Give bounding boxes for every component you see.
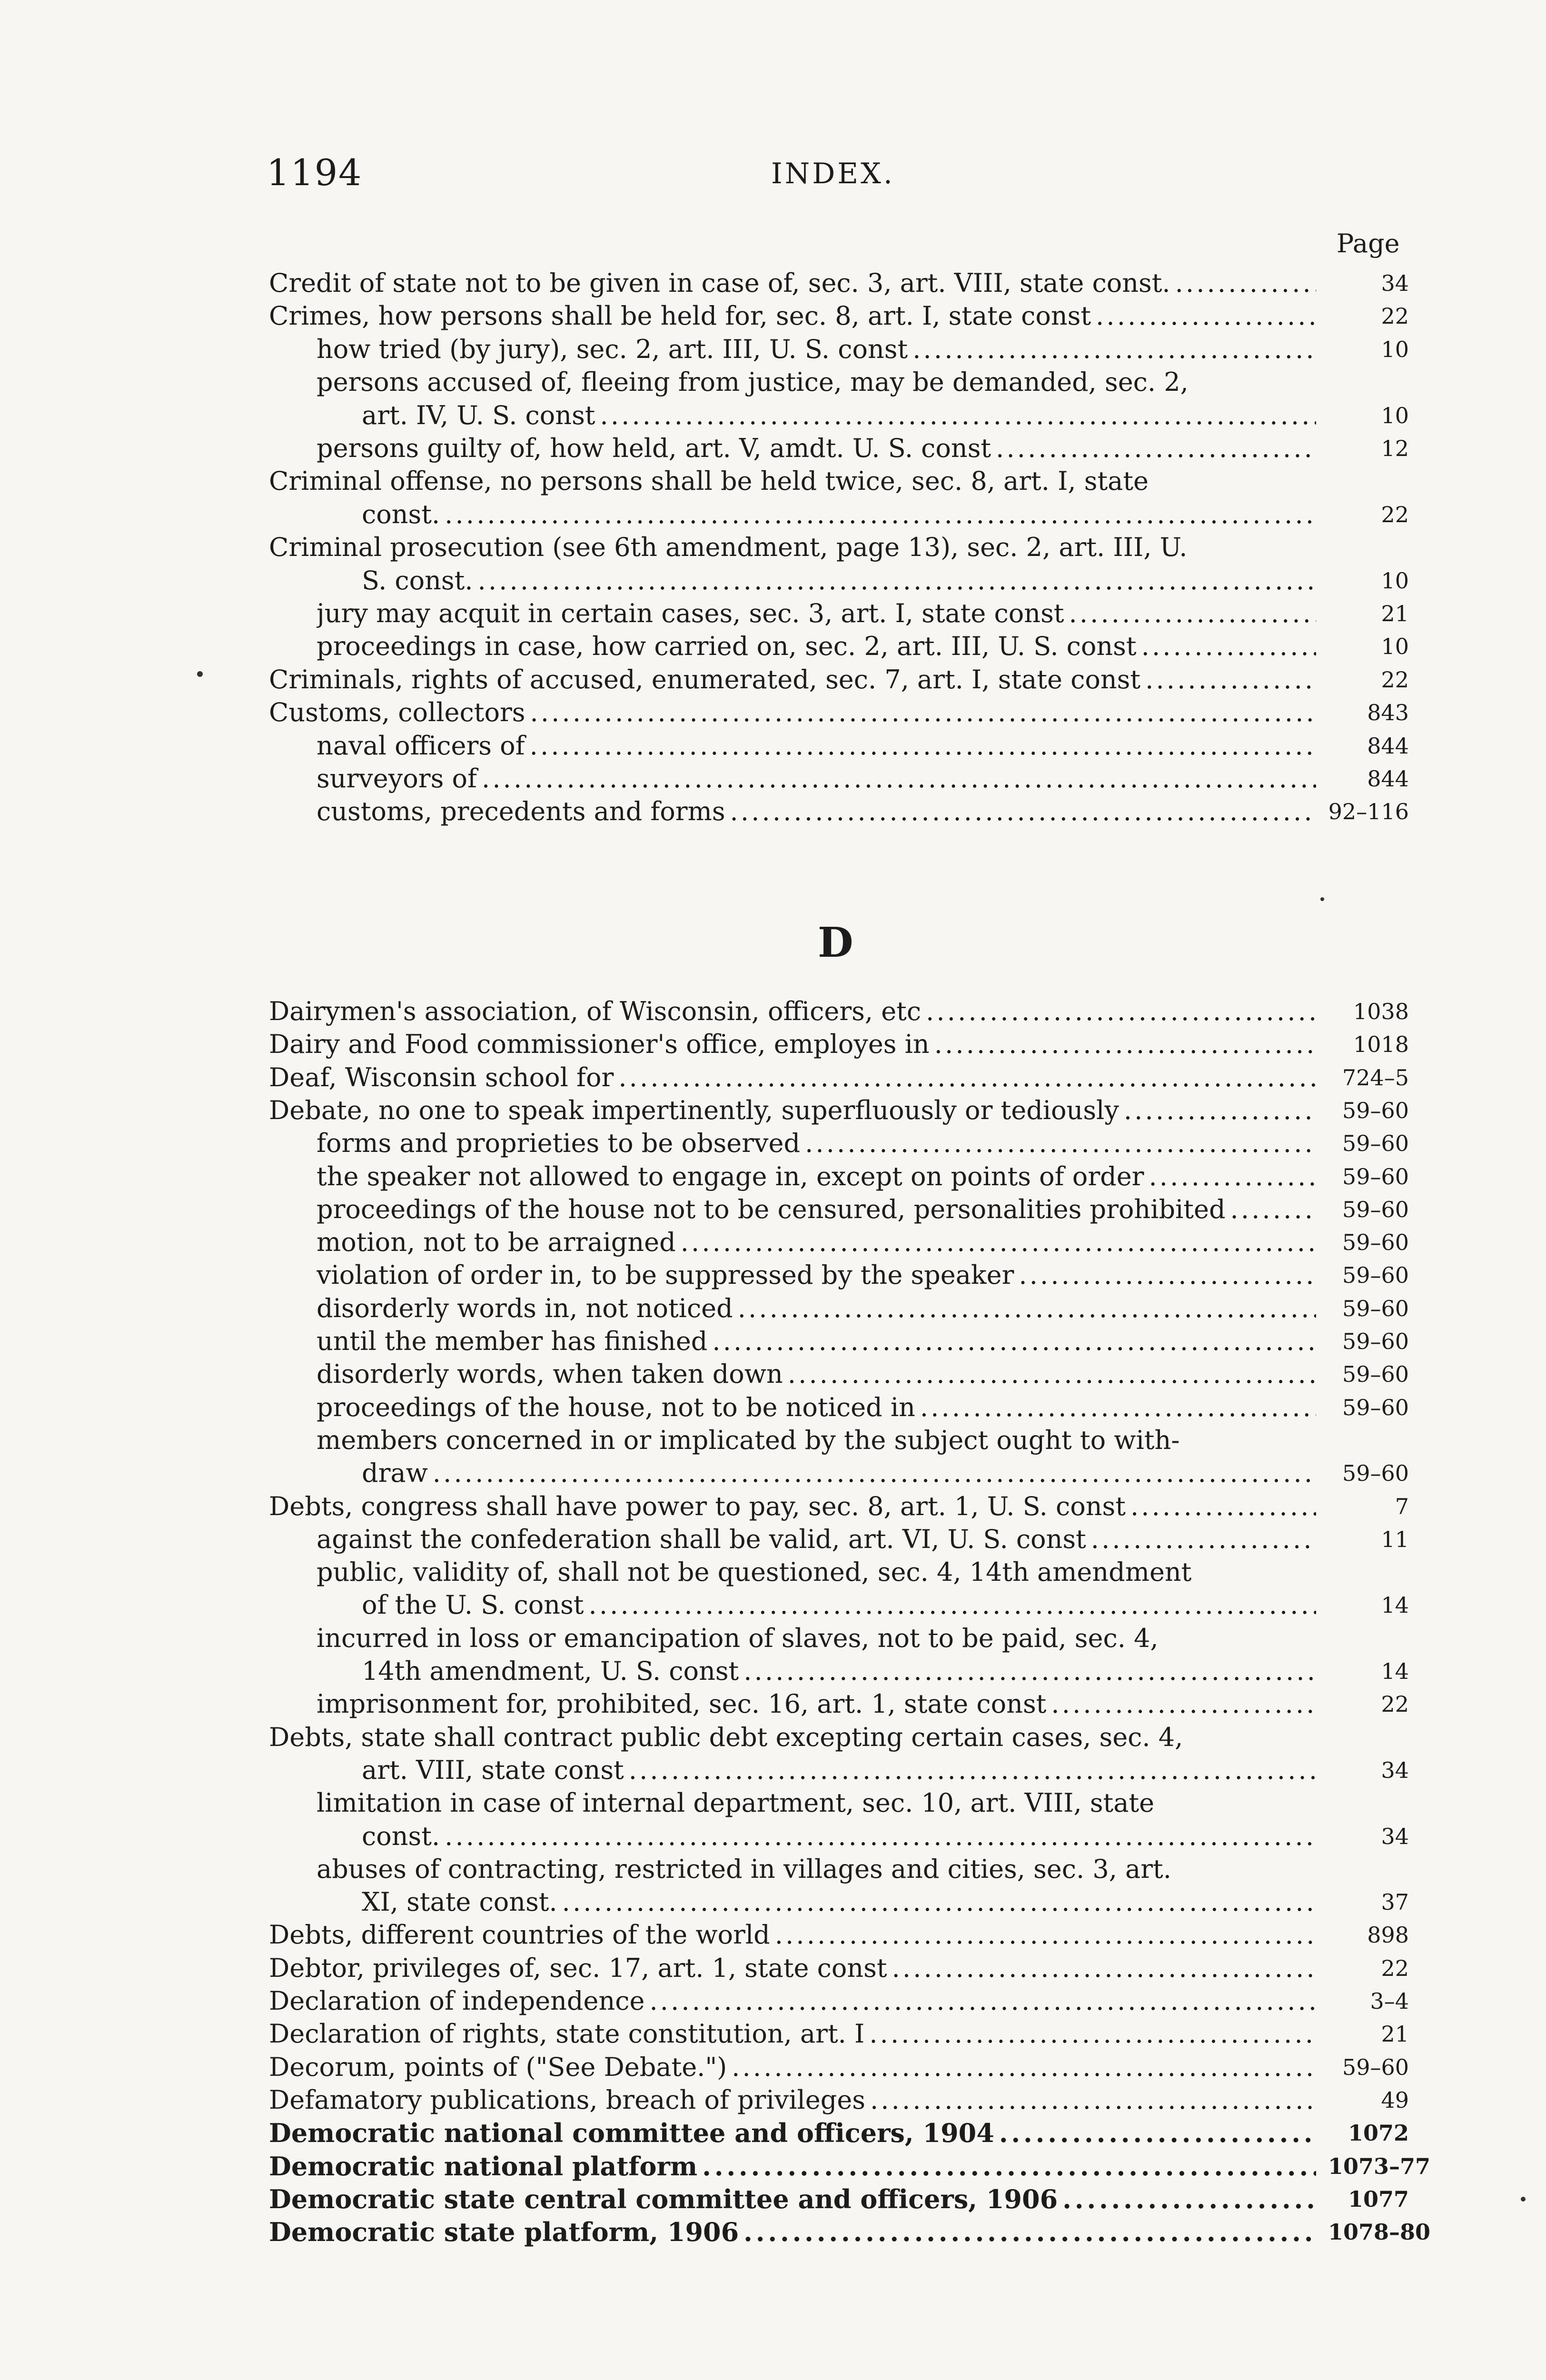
index-entry-text — [362, 498, 1316, 531]
entry-label: Democratic state platform, 1906 — [269, 2217, 739, 2248]
dot-leader — [1091, 1523, 1316, 1556]
index-entry-text — [269, 1721, 1316, 1754]
index-entry-text — [269, 1061, 1316, 1094]
entry-label: Declaration of independence — [269, 1986, 645, 2016]
entry-label: Dairy and Food commissioner's office, employes in — [269, 1029, 930, 1060]
entry-page-number: 10 — [1381, 634, 1409, 660]
entry-page-number: 92–116 — [1328, 799, 1409, 825]
index-entry-text — [317, 1160, 1316, 1193]
dot-leader — [433, 1457, 1316, 1490]
entry-label: of the U. S. const — [362, 1590, 584, 1620]
entry-page-number: 14 — [1381, 1658, 1409, 1684]
index-entry-text — [317, 366, 1316, 399]
entry-label: members concerned in or implicated by the subject ought to with- — [317, 1425, 1180, 1455]
entry-label: motion, not to be arraigned — [317, 1227, 676, 1258]
index-entry-text — [269, 2051, 1316, 2084]
entry-page-number: 724–5 — [1342, 1064, 1409, 1091]
entry-page-number: 11 — [1381, 1526, 1409, 1552]
entry-page-number: 843 — [1367, 700, 1409, 726]
entry-page-number: 12 — [1381, 436, 1409, 461]
entry-label: how tried (by jury), sec. 2, art. III, U. S. const — [317, 334, 908, 364]
dot-leader — [934, 1028, 1316, 1061]
dot-leader — [732, 2051, 1316, 2084]
dot-leader — [1096, 299, 1316, 333]
dot-leader — [629, 1754, 1316, 1787]
dot-leader — [743, 2215, 1316, 2249]
index-entry-text — [362, 1885, 1316, 1919]
index-entry-text — [362, 1754, 1316, 1787]
index-entry-text — [269, 663, 1316, 696]
index-entry-text — [269, 531, 1316, 564]
entry-page-number: 49 — [1381, 2087, 1409, 2113]
index-entry-text — [269, 1028, 1316, 1061]
entry-page-number: 34 — [1381, 270, 1409, 296]
entry-page-number: 844 — [1367, 733, 1409, 759]
entry-label: proceedings in case, how carried on, sec. 2, art. III, U. S. const — [317, 631, 1137, 662]
entry-label: persons guilty of, how held, art. V, amdt. U. S. const — [317, 433, 991, 463]
dot-leader — [743, 1655, 1316, 1688]
index-entry-text — [317, 1622, 1316, 1655]
entry-page-number: 10 — [1381, 336, 1409, 362]
entry-page-number: 10 — [1381, 567, 1409, 594]
entry-label: Customs, collectors — [269, 697, 525, 728]
index-entry-text — [269, 465, 1316, 498]
entry-label: Debtor, privileges of, sec. 17, art. 1, state const — [269, 1953, 887, 1983]
index-entry-text — [269, 1490, 1316, 1523]
entry-page-number: 34 — [1381, 1757, 1409, 1783]
index-entry-text — [269, 1952, 1316, 1985]
index-entry-text — [362, 1655, 1316, 1688]
index-entry-text — [317, 1556, 1316, 1589]
entry-label: const. — [362, 499, 440, 529]
entry-label: XI, state const. — [362, 1887, 557, 1917]
entry-label: forms and proprieties to be observed — [317, 1128, 801, 1159]
entry-page-number: 59–60 — [1342, 1163, 1409, 1190]
entry-page-number: 59–60 — [1342, 1295, 1409, 1321]
entry-label: Democratic national committee and officers, 1904 — [269, 2118, 994, 2149]
dot-leader — [589, 1588, 1317, 1622]
index-entry-text — [317, 1523, 1316, 1556]
dot-leader — [600, 399, 1316, 432]
index-entry-text — [317, 1391, 1316, 1424]
entry-label: surveyors of — [317, 764, 477, 793]
entry-label: 14th amendment, U. S. const — [362, 1656, 739, 1686]
entry-page-number: 844 — [1367, 766, 1409, 792]
index-entry-text — [317, 1687, 1316, 1721]
entry-label: disorderly words in, not noticed — [317, 1293, 733, 1323]
index-entry-text — [269, 1984, 1316, 2018]
index-entry-text — [317, 333, 1316, 366]
index-entry-text — [317, 1786, 1316, 1820]
dot-leader — [1069, 597, 1316, 630]
index-entry-text — [317, 1226, 1316, 1259]
index-entry-text — [317, 729, 1316, 763]
ink-mark — [1521, 2197, 1526, 2202]
index-entry-text — [269, 2083, 1316, 2117]
index-entry-text — [317, 1259, 1316, 1292]
index-entry-text — [317, 1325, 1316, 1358]
dot-leader — [445, 1820, 1316, 1853]
entry-page-number: 22 — [1381, 1691, 1409, 1717]
section-heading-d: D — [818, 919, 853, 967]
entry-page-number: 7 — [1395, 1493, 1409, 1519]
dot-leader — [1141, 630, 1316, 663]
dot-leader — [1062, 2182, 1316, 2216]
entry-label: Debts, congress shall have power to pay, sec. 8, art. 1, U. S. const — [269, 1491, 1126, 1521]
index-entry-text — [269, 2215, 1316, 2249]
entry-label: Defamatory publications, breach of privileges — [269, 2084, 865, 2115]
entry-page-number: 21 — [1381, 2021, 1409, 2047]
dot-leader — [445, 498, 1316, 531]
entry-label: Criminals, rights of accused, enumerated, sec. 7, art. I, state const — [269, 664, 1141, 694]
entry-page-number: 59–60 — [1342, 1130, 1409, 1157]
index-entry-text — [317, 1424, 1316, 1457]
entry-page-number: 59–60 — [1342, 1097, 1409, 1123]
dot-leader — [1019, 1259, 1316, 1292]
entry-page-number: 22 — [1381, 303, 1409, 329]
dot-leader — [1145, 663, 1316, 696]
entry-page-number: 898 — [1367, 1922, 1409, 1948]
ink-mark — [1320, 897, 1324, 901]
entry-label: public, validity of, shall not be questioned, sec. 4, 14th amendment — [317, 1557, 1192, 1587]
dot-leader — [1130, 1490, 1316, 1523]
entry-label: proceedings of the house, not to be noticed in — [317, 1392, 915, 1422]
entry-label: incurred in loss or emancipation of slaves, not to be paid, sec. 4, — [317, 1623, 1159, 1653]
page-number: 1194 — [267, 151, 363, 194]
page-header — [0, 0, 1546, 258]
entry-label: Democratic state central committee and officers, 1906 — [269, 2183, 1058, 2214]
index-entry-text — [362, 1588, 1316, 1622]
entry-label: Crimes, how persons shall be held for, sec. 8, art. I, state const — [269, 301, 1091, 331]
index-entry-text — [269, 1918, 1316, 1952]
index-entry-text — [317, 1358, 1316, 1391]
dot-leader — [618, 1061, 1316, 1094]
dot-leader — [920, 1391, 1316, 1424]
dot-leader — [1230, 1193, 1316, 1226]
entry-label: Debts, state shall contract public debt excepting certain cases, sec. 4, — [269, 1722, 1183, 1752]
index-entry-text — [317, 432, 1316, 465]
entry-page-number: 59–60 — [1342, 1329, 1409, 1354]
dot-leader — [912, 333, 1316, 366]
dot-leader — [730, 795, 1316, 828]
entry-page-number: 59–60 — [1342, 1196, 1409, 1222]
index-entry-text — [317, 795, 1316, 828]
entry-label: art. VIII, state const — [362, 1755, 624, 1785]
dot-leader — [996, 432, 1316, 465]
dot-leader — [999, 2116, 1316, 2150]
dot-leader — [530, 729, 1316, 763]
entry-label: the speaker not allowed to engage in, except on points of order — [317, 1161, 1144, 1191]
entry-label: Deaf, Wisconsin school for — [269, 1062, 614, 1092]
dot-leader — [1051, 1687, 1316, 1721]
dot-leader — [712, 1325, 1316, 1358]
dot-leader — [1149, 1160, 1316, 1193]
index-entry-text — [269, 1094, 1316, 1127]
index-entry-text — [269, 696, 1316, 729]
dot-leader — [1124, 1094, 1316, 1127]
entry-label: Debate, no one to speak impertinently, superfluously or tediously — [269, 1095, 1119, 1125]
dot-leader — [649, 1984, 1316, 2018]
entry-page-number: 22 — [1381, 501, 1409, 527]
dot-leader — [775, 1918, 1316, 1952]
index-entry-text — [317, 1853, 1316, 1886]
entry-page-number: 1077 — [1348, 2186, 1409, 2212]
entry-label: limitation in case of internal department, sec. 10, art. VIII, state — [317, 1788, 1155, 1818]
entry-label: imprisonment for, prohibited, sec. 16, art. 1, state const — [317, 1689, 1047, 1719]
dot-leader — [926, 995, 1316, 1028]
index-entry-text — [362, 399, 1316, 432]
entry-page-number: 59–60 — [1342, 1361, 1409, 1388]
index-entry-text — [269, 2182, 1316, 2216]
entry-label: Debts, different countries of the world — [269, 1920, 770, 1950]
entry-label: art. IV, U. S. const — [362, 400, 595, 430]
entry-page-number: 34 — [1381, 1823, 1409, 1849]
dot-leader — [805, 1127, 1316, 1160]
entry-label: Democratic national platform — [269, 2151, 698, 2182]
index-entry-text — [317, 762, 1316, 795]
index-entry-text — [269, 995, 1316, 1028]
entry-label: violation of order in, to be suppressed by the speaker — [317, 1260, 1014, 1290]
entry-page-number: 22 — [1381, 1955, 1409, 1981]
dot-leader — [1175, 267, 1316, 300]
index-entry-text — [317, 1193, 1316, 1226]
entry-page-number: 1072 — [1348, 2120, 1409, 2146]
index-entry-text — [269, 299, 1316, 333]
entry-label: draw — [362, 1458, 428, 1488]
entry-label: naval officers of — [317, 730, 525, 761]
entry-label: Decorum, points of ("See Debate.") — [269, 2052, 727, 2082]
index-entry-text — [317, 630, 1316, 663]
dot-leader — [478, 564, 1316, 597]
entry-label: Criminal offense, no persons shall be held twice, sec. 8, art. I, state — [269, 466, 1149, 496]
entry-page-number: 59–60 — [1342, 1460, 1409, 1487]
entry-page-number: 3–4 — [1370, 1988, 1409, 2014]
entry-page-number: 10 — [1381, 402, 1409, 428]
index-entry-text — [269, 267, 1316, 300]
entry-label: disorderly words, when taken down — [317, 1359, 783, 1389]
entry-page-number: 59–60 — [1342, 2054, 1409, 2080]
dot-leader — [681, 1226, 1316, 1259]
dot-leader — [869, 2017, 1316, 2051]
entry-page-number: 59–60 — [1342, 1262, 1409, 1289]
entry-label: Criminal prosecution (see 6th amendment, page 13), sec. 2, art. III, U. — [269, 532, 1188, 563]
dot-leader — [702, 2150, 1316, 2183]
ink-mark — [197, 671, 203, 677]
entry-label: against the confederation shall be valid, art. VI, U. S. const — [317, 1524, 1086, 1554]
entry-page-number: 37 — [1381, 1889, 1409, 1915]
page-column-heading: Page — [1337, 228, 1400, 258]
entry-label: S. const. — [362, 565, 473, 595]
entry-page-number: 1073–77 — [1328, 2153, 1431, 2179]
entry-label: Credit of state not to be given in case of, sec. 3, art. VIII, state const. — [269, 268, 1170, 298]
index-entry-text — [362, 564, 1316, 597]
entry-label: jury may acquit in certain cases, sec. 3, art. I, state const — [317, 598, 1064, 628]
entry-label: Dairymen's association, of Wisconsin, officers, etc — [269, 996, 922, 1026]
entry-page-number: 1018 — [1353, 1031, 1409, 1058]
entry-label: const. — [362, 1821, 440, 1851]
dot-leader — [482, 762, 1316, 795]
index-entry-text — [269, 2150, 1316, 2183]
entry-label: Declaration of rights, state constitution, art. I — [269, 2019, 865, 2049]
entry-page-number: 1078–80 — [1328, 2219, 1431, 2245]
dot-leader — [892, 1952, 1316, 1985]
entry-label: persons accused of, fleeing from justice, may be demanded, sec. 2, — [317, 367, 1189, 397]
entry-label: proceedings of the house not to be censured, personalities prohibited — [317, 1194, 1226, 1224]
index-entry-text — [317, 1127, 1316, 1160]
index-entry-text — [317, 597, 1316, 630]
index-entry-text — [269, 2116, 1316, 2150]
dot-leader — [738, 1292, 1316, 1325]
entry-page-number: 14 — [1381, 1592, 1409, 1618]
dot-leader — [788, 1358, 1316, 1391]
dot-leader — [562, 1885, 1316, 1919]
index-entry-text — [362, 1820, 1316, 1853]
entry-page-number: 59–60 — [1342, 1230, 1409, 1256]
entry-label: abuses of contracting, restricted in villages and cities, sec. 3, art. — [317, 1854, 1171, 1884]
entry-label: customs, precedents and forms — [317, 796, 725, 827]
index-entry-text — [269, 2017, 1316, 2051]
dot-leader — [870, 2083, 1316, 2117]
entry-page-number: 22 — [1381, 666, 1409, 693]
entry-label: until the member has finished — [317, 1326, 708, 1356]
running-title: INDEX. — [771, 157, 895, 190]
dot-leader — [530, 696, 1317, 729]
index-entry-text — [317, 1292, 1316, 1325]
entry-page-number: 21 — [1381, 601, 1409, 626]
index-entry-text — [362, 1457, 1316, 1490]
entry-page-number: 59–60 — [1342, 1394, 1409, 1420]
entry-page-number: 1038 — [1353, 999, 1409, 1024]
